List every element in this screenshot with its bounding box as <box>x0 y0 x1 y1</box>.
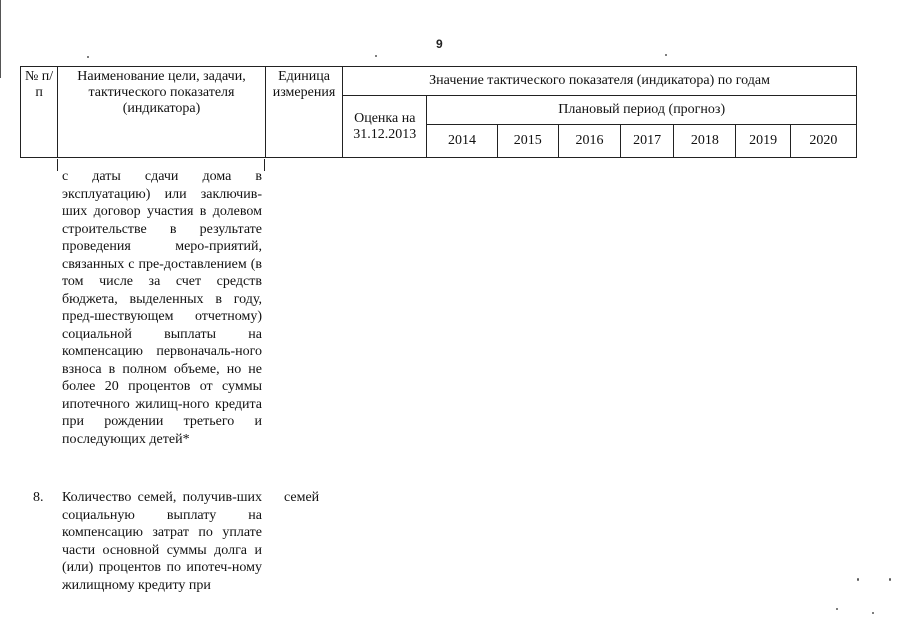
item-number: 8. <box>33 490 44 505</box>
header-cell-year: 2019 <box>736 125 790 158</box>
scan-speck <box>857 578 859 581</box>
header-cell-number: № п/п <box>21 67 58 158</box>
header-cell-year: 2020 <box>790 125 856 158</box>
header-cell-year: 2016 <box>558 125 620 158</box>
scan-speck <box>375 55 377 57</box>
scan-speck <box>87 56 89 58</box>
page-number: 9 <box>436 37 443 51</box>
header-cell-name: Наименование цели, задачи, тактического показателя (индикатора) <box>58 67 266 158</box>
indicator-unit: семей <box>284 490 320 505</box>
column-divider <box>264 159 265 171</box>
indicator-table-header <box>20 66 857 158</box>
scan-speck <box>836 608 838 610</box>
page-left-border <box>0 0 1 78</box>
column-divider <box>57 159 58 171</box>
header-cell-year: 2018 <box>674 125 736 158</box>
scan-speck <box>872 612 874 614</box>
header-cell-year: 2015 <box>497 125 558 158</box>
header-cell-unit: Единица измерения <box>265 67 342 158</box>
header-cell-estimate: Оценка на 31.12.2013 <box>343 96 427 158</box>
header-cell-planned-period: Плановый период (прогноз) <box>427 96 857 125</box>
header-cell-year: 2014 <box>427 125 497 158</box>
scan-speck <box>665 54 667 56</box>
indicator-name-continued: с даты сдачи дома в эксплуатацию) или заключив-ших договор участия в долевом строительстве в результате проведения меро-приятий, связанных с пре-доставлением (в том числе за счет средств бюджета, выделенных в году, пред-шествующем отчетному) социальной выплаты на компенсацию первоначаль-ного взноса в полном объеме, но не более 20 процентов от суммы ипотечного жилищ-ного кредита при рождении третьего и последующих детей* <box>62 169 262 447</box>
scan-speck <box>889 578 891 581</box>
header-cell-year: 2017 <box>621 125 674 158</box>
indicator-name: Количество семей, получив-ших социальную выплату на компенсацию затрат по уплате части основной суммы долга и (или) процентов по ипотеч-ному жилищному кредиту при <box>62 490 262 593</box>
header-cell-values-group: Значение тактического показателя (индикатора) по годам <box>343 67 857 96</box>
